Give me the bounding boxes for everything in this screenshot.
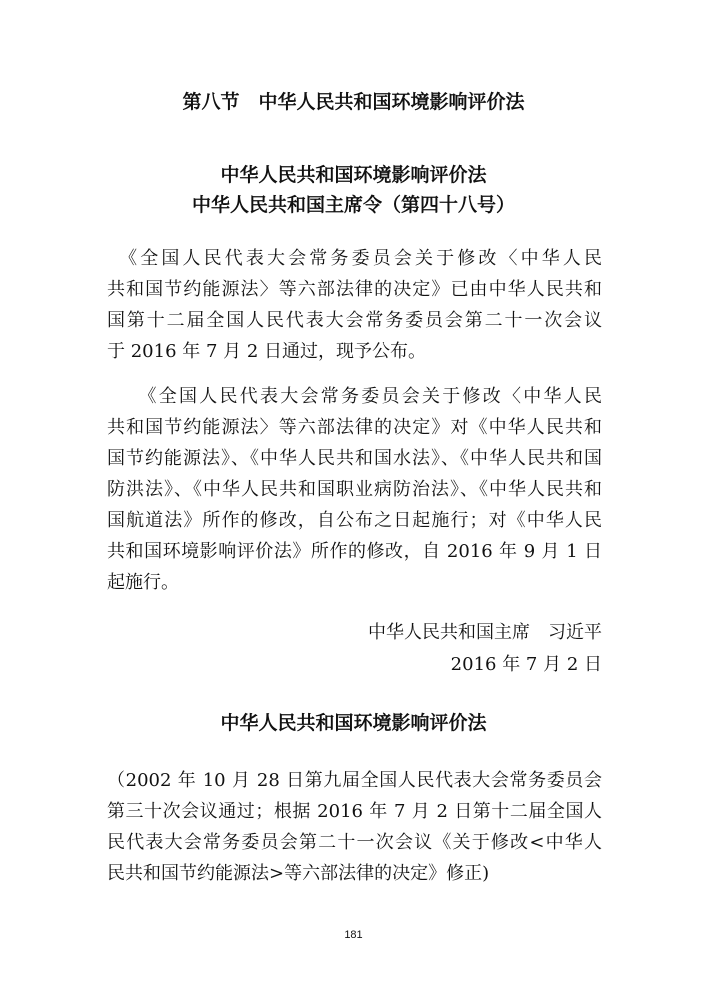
paragraph-line: 于 2016 年 7 月 2 日通过，现予公布。: [107, 341, 427, 362]
paragraph-line: 共和国节约能源法〉等六部法律的决定》对《中华人民共和: [107, 417, 602, 438]
paragraph-line: 民代表大会常务委员会第二十一次会议《关于修改<中华人: [107, 832, 602, 853]
page-number: 181: [344, 929, 363, 941]
paragraph-line: 共和国环境影响评价法》所作的修改，自 2016 年 9 月 1 日: [107, 541, 602, 562]
section-heading: 第八节 中华人民共和国环境影响评价法: [182, 91, 525, 113]
paragraph-line: 第三十次会议通过；根据 2016 年 7 月 2 日第十二届全国人: [107, 801, 602, 822]
paragraph-line: 民共和国节约能源法>等六部法律的决定》修正): [107, 863, 490, 884]
paragraph-line: 《全国人民代表大会常务委员会关于修改〈中华人民: [107, 386, 602, 407]
paragraph-line: 防洪法》、《中华人民共和国职业病防治法》、《中华人民共和: [107, 479, 602, 500]
paragraph-line: 《全国人民代表大会常务委员会关于修改〈中华人民: [107, 248, 602, 269]
paragraph-line: 起施行。: [107, 572, 179, 593]
paragraph-line: 国节约能源法》、《中华人民共和国水法》、《中华人民共和国: [107, 448, 602, 469]
law-title: 中华人民共和国环境影响评价法: [220, 164, 487, 186]
signature-date: 2016 年 7 月 2 日: [450, 654, 602, 675]
paragraph-line: 共和国节约能源法〉等六部法律的决定》已由中华人民共和: [107, 279, 602, 300]
paragraph-line: 国航道法》所作的修改，自公布之日起施行；对《中华人民: [107, 510, 602, 531]
presidential-order-title: 中华人民共和国主席令（第四十八号）: [191, 194, 515, 216]
signature: 中华人民共和国主席 习近平: [368, 622, 602, 643]
paragraph-line: 国第十二届全国人民代表大会常务委员会第二十一次会议: [107, 310, 602, 331]
law-title-repeat: 中华人民共和国环境影响评价法: [220, 712, 487, 734]
paragraph-line: （2002 年 10 月 28 日第九届全国人民代表大会常务委员会: [107, 770, 602, 791]
